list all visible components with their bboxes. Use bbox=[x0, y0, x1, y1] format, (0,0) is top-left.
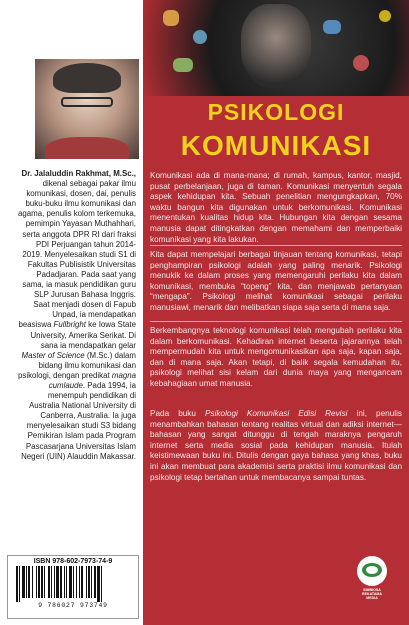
social-icon bbox=[173, 58, 193, 72]
isbn-digits: 9 786027 973749 bbox=[38, 602, 108, 609]
book-title-line2: KOMUNIKASI bbox=[180, 130, 372, 161]
barcode-bar bbox=[56, 566, 59, 598]
barcode-bar bbox=[79, 566, 80, 598]
barcode-bar bbox=[81, 566, 83, 598]
barcode-bar bbox=[94, 566, 96, 598]
barcode-image bbox=[14, 566, 132, 602]
barcode-bar bbox=[101, 566, 102, 602]
barcode-bar bbox=[66, 566, 67, 598]
publisher-name: SIMBIOSA REKATAMA MEDIA bbox=[361, 588, 383, 600]
description-paragraph-2: Kita dapat mempelajari berbagai tinjauan tentang komunikasi, tetapi penghampiran psikologi adalah yang paling menarik. Psikologi menukik ke dalam proses yang memengaruhi perilaku kita dalam komunikasi, membuka “topeng” kita, dan menjawab pertanyaan “mengapa”. Psikologi melihat komunikasi sebagai perilaku manusiawi, menarik dan melibatkan siapa saja serta di mana saja. bbox=[150, 250, 402, 312]
social-icon bbox=[353, 55, 369, 71]
barcode-bar bbox=[97, 566, 100, 602]
author-hair bbox=[53, 63, 121, 93]
social-icon bbox=[323, 20, 341, 34]
publisher-logo bbox=[354, 556, 390, 604]
barcode-bar bbox=[91, 566, 92, 598]
divider bbox=[150, 321, 402, 322]
barcode-bar bbox=[38, 566, 40, 598]
cover-hero-image bbox=[143, 0, 409, 96]
barcode-bar bbox=[26, 566, 27, 598]
barcode-bar bbox=[16, 566, 18, 602]
barcode-bar bbox=[54, 566, 55, 598]
author-name: Dr. Jalaluddin Rakhmat, M.Sc., bbox=[21, 169, 136, 178]
barcode-bar bbox=[86, 566, 87, 598]
social-icon bbox=[379, 10, 391, 22]
divider bbox=[150, 245, 402, 246]
barcode-bar bbox=[64, 566, 65, 598]
barcode-bar bbox=[48, 566, 50, 598]
barcode-bar bbox=[60, 566, 62, 598]
barcode-bar bbox=[51, 566, 52, 598]
barcode-bar bbox=[41, 566, 43, 598]
barcode-bar bbox=[73, 566, 74, 598]
isbn-barcode bbox=[7, 555, 139, 619]
barcode-bar bbox=[69, 566, 72, 598]
description-paragraph-4: Pada buku Psikologi Komunikasi Edisi Revisi ini, penulis menambahkan bahasan tentang realitas virtual dan adiksi internet—bahasan yang sangat ditunggu di tengah maraknya pengaruh internet serta media sosial pada kehidupan manusia. Itulah keistimewaan buku ini. Ditulis dengan gaya bahasa yang khas, buku ini akan membuat para akademisi serta praktisi ilmu komunikasi dan psikologi tetap bertahan untuk membacanya sampai tuntas. bbox=[150, 409, 402, 482]
author-photo bbox=[35, 59, 139, 159]
social-icon bbox=[193, 30, 207, 44]
barcode-bar bbox=[44, 566, 45, 598]
barcode-bar bbox=[76, 566, 77, 598]
description-paragraph-1: Komunikasi ada di mana-mana; di rumah, kampus, kantor, masjid, pusat perbelanjaan, juga di taman. Komunikasi menyentuh segala aspek kehidupan kita. Sebuah penelitian mengungkapkan, 70% waktu bangun kita digunakan untuk berkomunikasi. Komunikasi menentukan kualitas hidup kita. Hubungan kita dengan sesama manusia dapat ditingkatkan dengan memahami dan memperbaiki komunikasi yang kita lakukan. bbox=[150, 171, 402, 244]
author-bio: Dr. Jalaluddin Rakhmat, M.Sc., dikenal sebagai pakar ilmu komunikasi, dosen, dai, penulis buku-buku ilmu komunikasi dan agama, penulis kolom terkemuka, pemimpin Yayasan Muthahhari, serta anggota DPR RI dari fraksi PDI Perjuangan tahun 2014-2019. Menyelesaikan studi S1 di Fakultas Publisistik Universitas Padadjaran. Pada saat yang sama, ia masuk pendidikan guru SLP Jurusan Bahasa Inggris. Saat menjadi dosen di Fapub Unpad, ia mendapatkan beasiswa Fullbright ke Iowa State University, Amerika Serikat. Di sana ia mendapatkan gelar Master of Science (M.Sc.) dalam bidang ilmu komunikasi dan psikologi, dengan predikat magna cumlaude. Pada 1994, ia menempuh pendidikan di Australia National University di Canberra, Australia. Ia juga menyelesaikan studi S3 bidang Pemikiran Islam pada Program Pascasarjana Universitas Islam Negeri (UIN) Alauddin Makassar. bbox=[18, 169, 137, 461]
social-icon bbox=[163, 10, 179, 26]
barcode-bar bbox=[28, 566, 30, 598]
barcode-bar bbox=[22, 566, 25, 598]
author-shirt bbox=[45, 137, 129, 159]
hero-face-image bbox=[241, 4, 311, 88]
barcode-bar bbox=[19, 566, 20, 602]
barcode-bar bbox=[32, 566, 33, 598]
description-paragraph-3: Berkembangnya teknologi komunikasi telah mengubah perilaku kita dalam berkomunikasi. Kehadiran internet beserta jajarannya telah mempermudah kita untuk mengomunikasikan apa saja, kapan saja, dan di mana saja. Akan tetapi, di balik segala kemudahan itu, psikologi melihat sisi kelam dari dunia maya yang mengancam kebahagiaan umat manusia. bbox=[150, 326, 402, 388]
publisher-mark-icon bbox=[357, 556, 387, 586]
barcode-bar bbox=[36, 566, 37, 598]
isbn-label: ISBN 978-602-7973-74-9 bbox=[33, 558, 113, 565]
barcode-bar bbox=[88, 566, 90, 598]
author-glasses bbox=[61, 97, 113, 107]
book-title-line1: PSIKOLOGI bbox=[207, 99, 345, 125]
